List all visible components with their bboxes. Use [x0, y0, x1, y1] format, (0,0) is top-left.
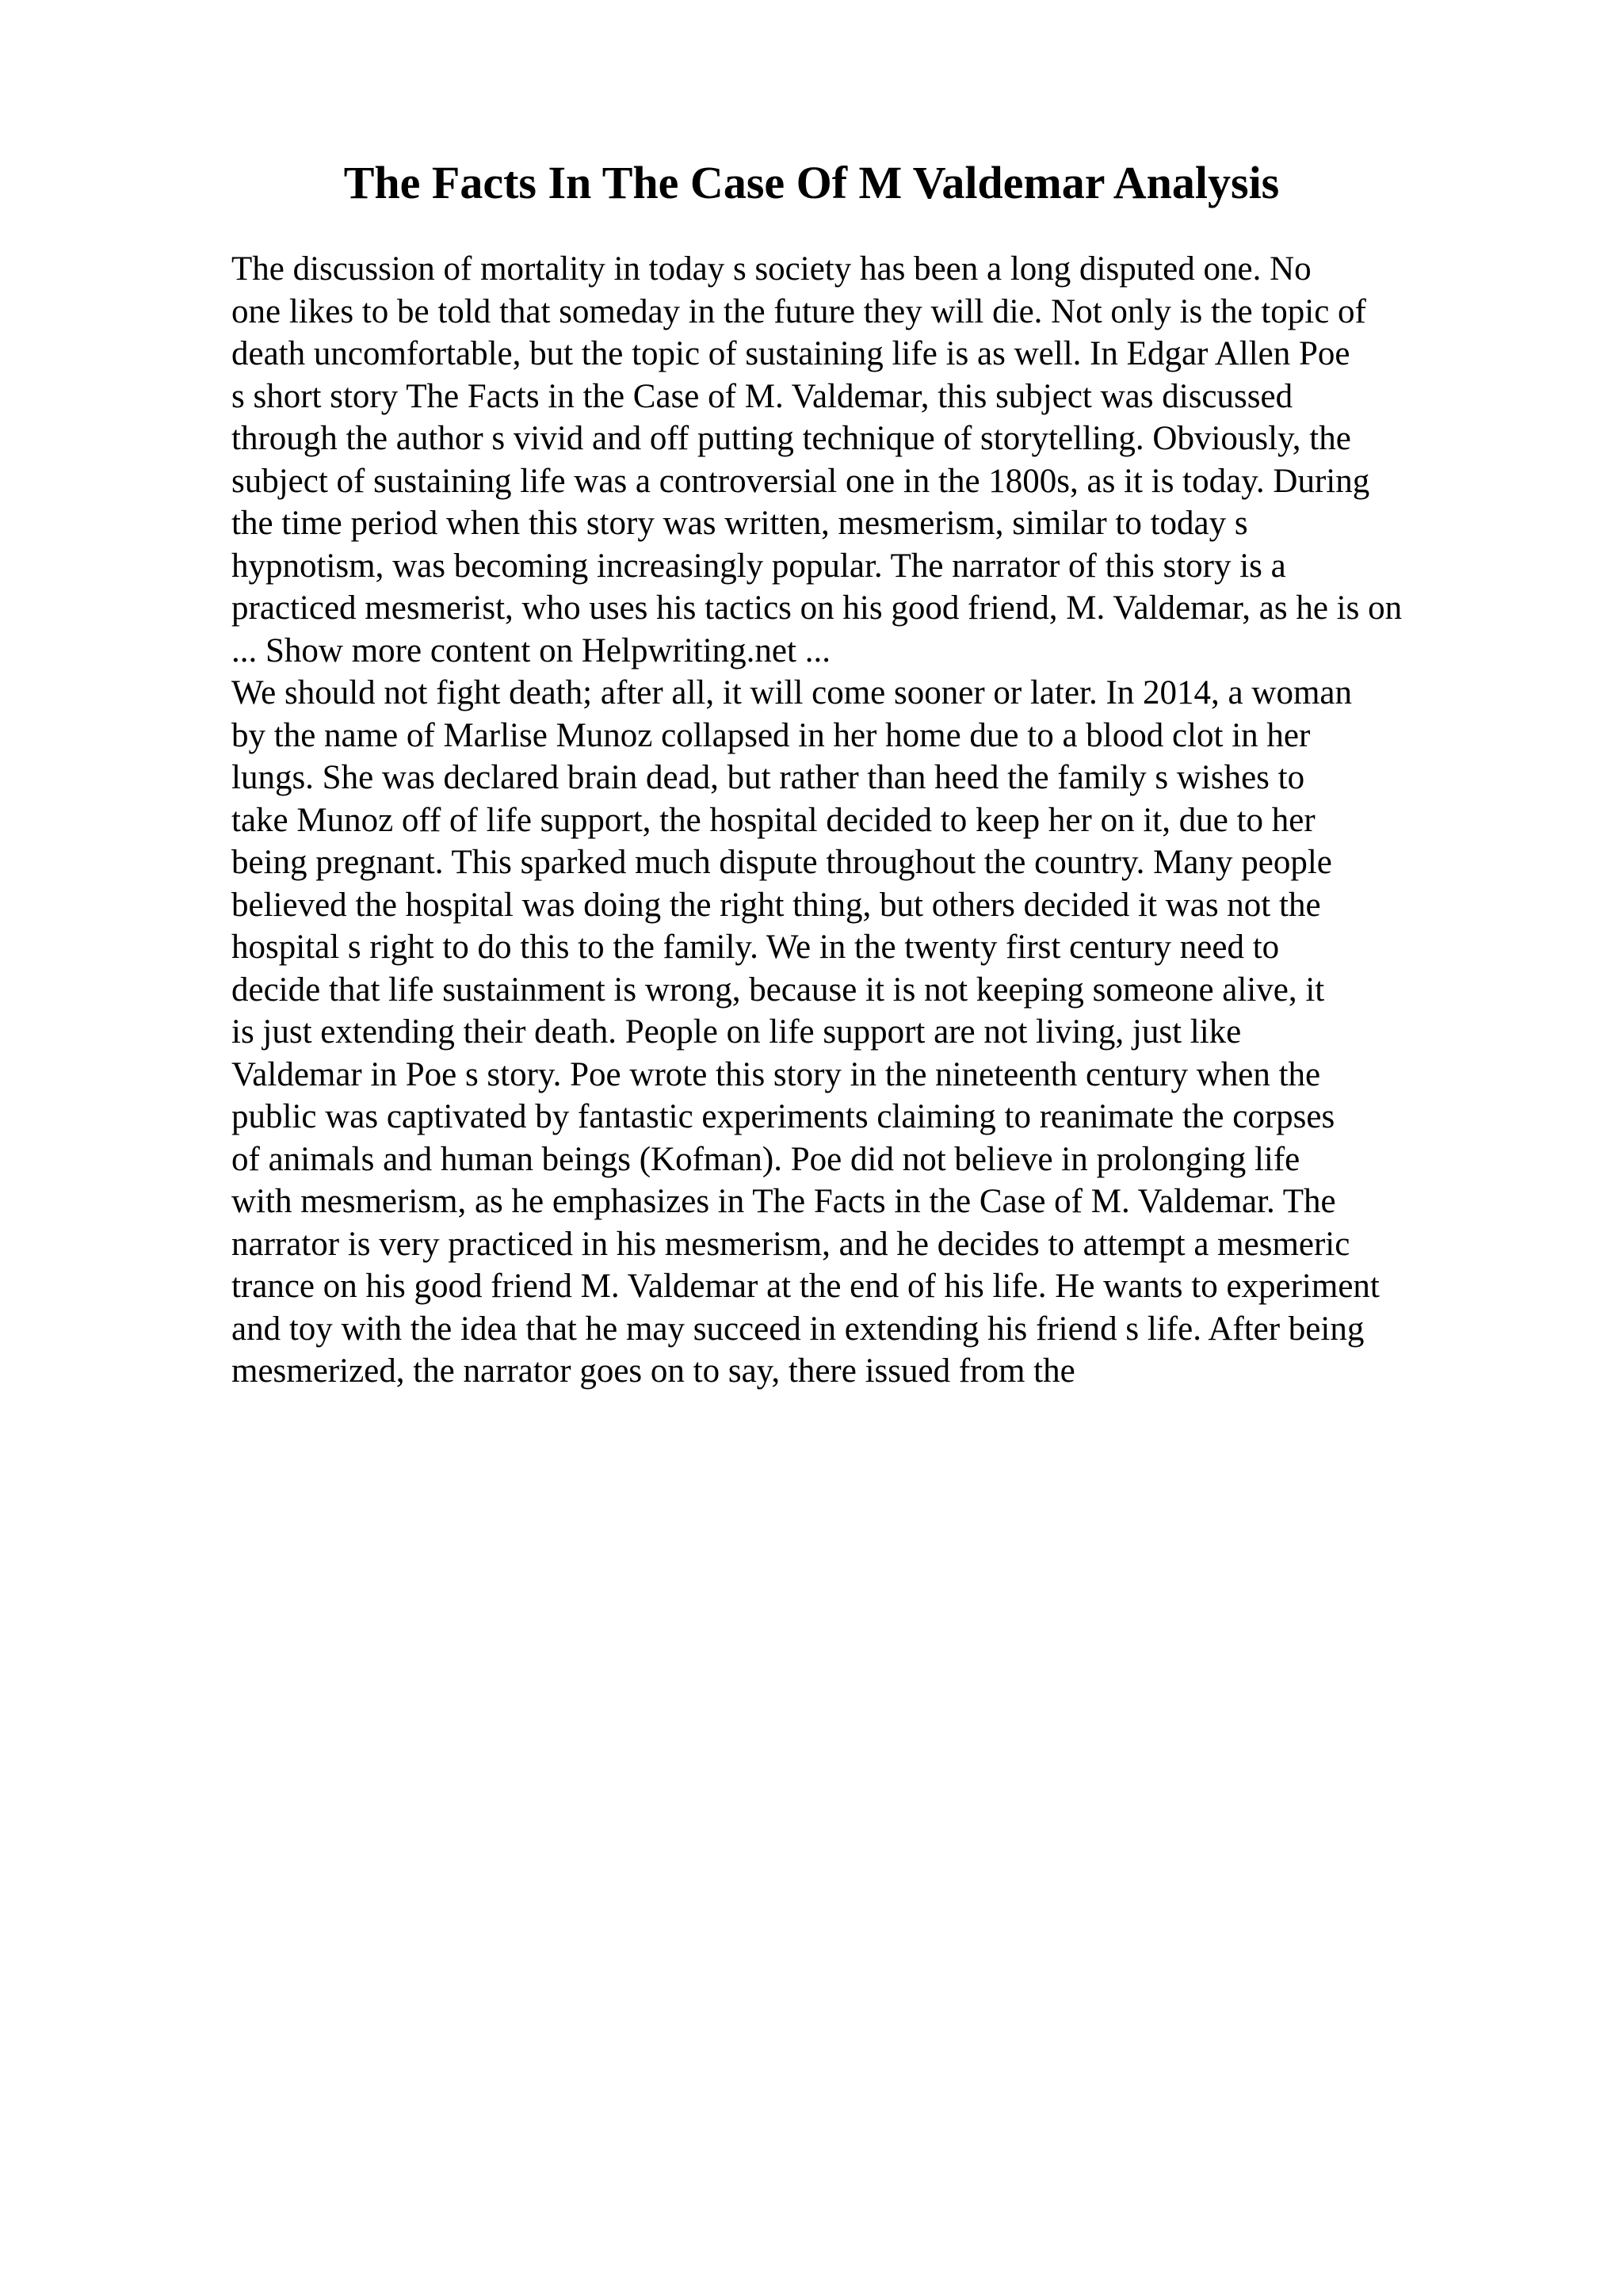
- text-line: mesmerized, the narrator goes on to say, there issued from the: [231, 1352, 1075, 1390]
- text-line: We should not fight death; after all, it will come sooner or later. In 2014, a woman: [231, 674, 1352, 711]
- text-line: s short story The Facts in the Case of M. Valdemar, this subject was discussed: [231, 377, 1293, 415]
- text-line: one likes to be told that someday in the future they will die. Not only is the topic of: [231, 292, 1366, 330]
- text-line: with mesmerism, as he emphasizes in The Facts in the Case of M. Valdemar. The: [231, 1183, 1336, 1220]
- text-line: being pregnant. This sparked much dispute throughout the country. Many people: [231, 844, 1332, 881]
- text-line: practiced mesmerist, who uses his tactics on his good friend, M. Valdemar, as he is on: [231, 589, 1403, 627]
- text-line: through the author s vivid and off putting technique of storytelling. Obviously, the: [231, 420, 1351, 457]
- text-line: lungs. She was declared brain dead, but rather than heed the family s wishes to: [231, 759, 1305, 796]
- show-more-link[interactable]: ... Show more content on Helpwriting.net ...: [231, 631, 831, 669]
- text-line: the time period when this story was written, mesmerism, similar to today s: [231, 505, 1248, 542]
- text-line: hospital s right to do this to the family. We in the twenty first century need to: [231, 929, 1280, 966]
- text-line: decide that life sustainment is wrong, because it is not keeping someone alive, it: [231, 971, 1325, 1009]
- text-line: take Munoz off of life support, the hospital decided to keep her on it, due to her: [231, 801, 1316, 839]
- text-line: death uncomfortable, but the topic of sustaining life is as well. In Edgar Allen Poe: [231, 335, 1350, 372]
- text-line: by the name of Marlise Munoz collapsed in her home due to a blood clot in her: [231, 716, 1311, 754]
- text-line: subject of sustaining life was a controversial one in the 1800s, as it is today. During: [231, 462, 1370, 500]
- text-line: narrator is very practiced in his mesmerism, and he decides to attempt a mesmeric: [231, 1225, 1350, 1263]
- text-line: hypnotism, was becoming increasingly popular. The narrator of this story is a: [231, 547, 1286, 585]
- text-line: and toy with the idea that he may succeed in extending his friend s life. After being: [231, 1310, 1365, 1348]
- body-text: [231, 248, 1531, 1393]
- text-line: is just extending their death. People on life support are not living, just like: [231, 1013, 1242, 1051]
- text-line: believed the hospital was doing the right thing, but others decided it was not the: [231, 886, 1321, 924]
- text-line: The discussion of mortality in today s society has been a long disputed one. No: [231, 250, 1312, 288]
- text-line: Valdemar in Poe s story. Poe wrote this story in the nineteenth century when the: [231, 1055, 1321, 1093]
- text-line: public was captivated by fantastic experiments claiming to reanimate the corpses: [231, 1098, 1335, 1135]
- text-line: of animals and human beings (Kofman). Poe did not believe in prolonging life: [231, 1140, 1300, 1178]
- text-line: trance on his good friend M. Valdemar at the end of his life. He wants to experiment: [231, 1268, 1380, 1305]
- page-title: The Facts In The Case Of M Valdemar Analysis: [343, 157, 1280, 208]
